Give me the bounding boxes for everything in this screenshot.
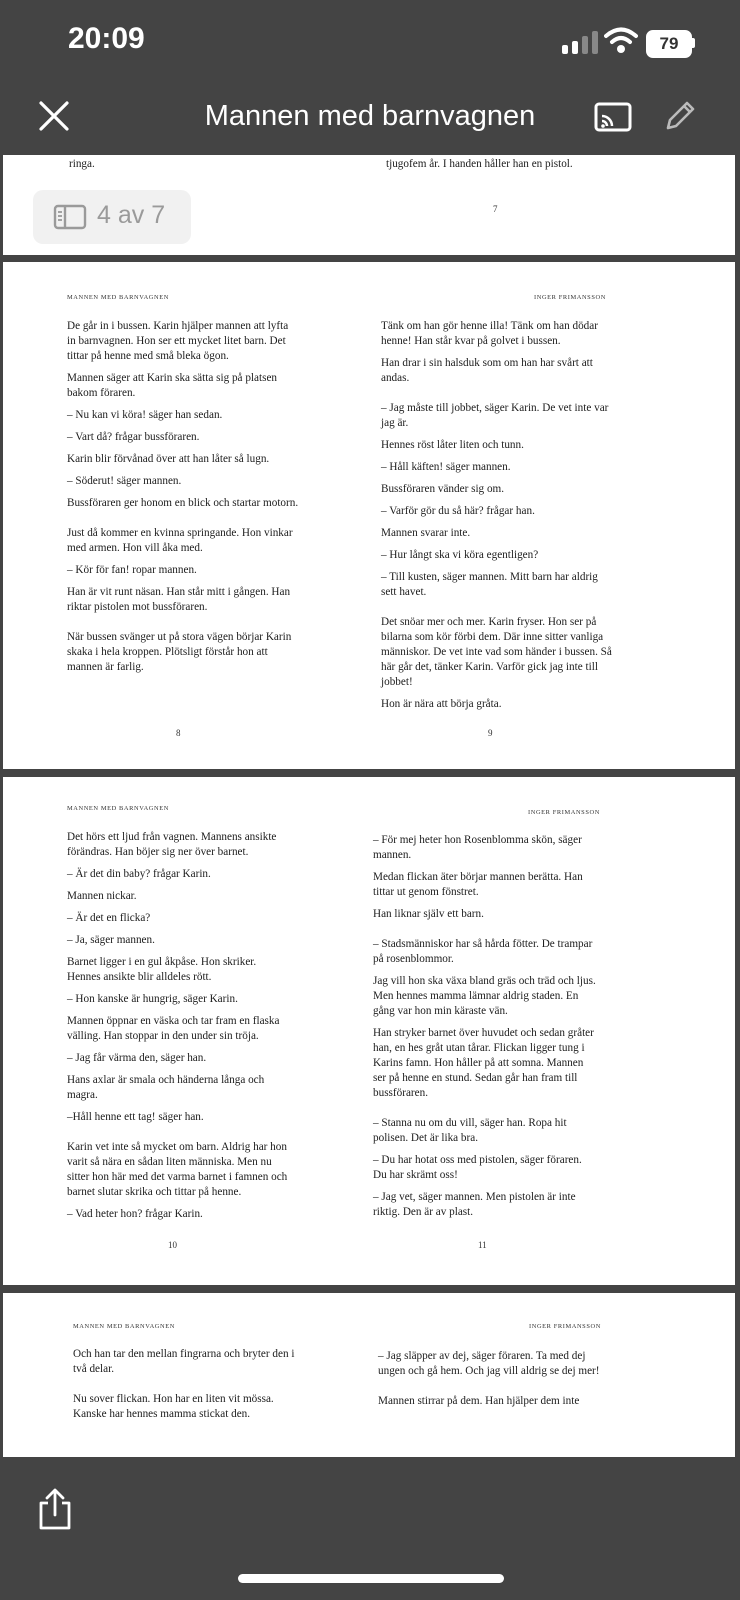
paragraph: Mannen nickar. (67, 890, 137, 902)
paragraph: Jag vill hon ska växa bland gräs och träd och ljus. Men hennes mamma lämnar aldrig staden. En gång var hon min käraste vän. (373, 975, 596, 1017)
page-indicator-label: 4 av 7 (97, 201, 166, 229)
paragraph: – Håll käften! säger mannen. (381, 461, 511, 473)
paragraph: – Nu kan vi köra! säger han sedan. (67, 409, 223, 421)
left-column (67, 830, 289, 1229)
paragraph: Bussföraren vänder sig om. (381, 483, 505, 495)
paragraph: – Till kusten, säger mannen. Mitt barn har aldrig sett havet. (381, 571, 598, 598)
running-header-title: MANNEN MED BARNVAGNEN (73, 1323, 175, 1330)
running-header-author: INGER FRIMANSSON (529, 1323, 601, 1330)
paragraph: – Jag släpper av dej, säger föraren. Ta med dej ungen och gå hem. Och jag vill aldrig se dej mer! (378, 1350, 600, 1377)
paragraph: Han drar i sin halsduk som om han har svårt att andas. (381, 357, 593, 384)
page-number: 9 (488, 728, 493, 738)
paragraph: – Stanna nu om du vill, säger han. Ropa hit polisen. Det är lika bra. (373, 1117, 567, 1144)
paragraph: Han stryker barnet över huvudet och sedan gråter han, en hes gråt utan tårar. Flickan ligger tung i Karins famn. Hon håller på att somna. Mannen ser på henne en stund. Sedan går han fram till bussföraren. (373, 1027, 594, 1099)
wifi-icon (604, 26, 638, 54)
paragraph: – Hur långt ska vi köra egentligen? (381, 549, 539, 561)
paragraph: – Är det din baby? frågar Karin. (67, 868, 211, 880)
running-header-author: INGER FRIMANSSON (528, 809, 600, 816)
sidebar-thumbnails-icon (53, 204, 87, 230)
paragraph: – Hon kanske är hungrig, säger Karin. (67, 993, 238, 1005)
paragraph: Han är vit runt näsan. Han står mitt i gången. Han riktar pistolen mot bussföraren. (67, 586, 291, 613)
page-number: 7 (493, 204, 498, 214)
right-column (378, 1349, 600, 1416)
paragraph: Tänk om han gör henne illa! Tänk om han dödar henne! Han står kvar på golvet i bussen. (381, 320, 598, 347)
paragraph: – Söderut! säger mannen. (67, 475, 182, 487)
paragraph: – Kör för fan! ropar mannen. (67, 564, 197, 576)
page-spread-8-9 (3, 262, 735, 769)
paragraph: Karin vet inte så mycket om barn. Aldrig har hon varit så nära en sådan liten människa. Men nu sitter hon här med det varma barnet i famnen och barnet slutar skrika och tittar på henne. (67, 1141, 288, 1198)
paragraph: – Jag måste till jobbet, säger Karin. De vet inte var jag är. (381, 402, 609, 429)
paragraph: Det hörs ett ljud från vagnen. Mannens ansikte förändras. Han böjer sig ner över barnet. (67, 831, 277, 858)
paragraph: – Stadsmänniskor har så hårda fötter. De trampar på rosenblommor. (373, 938, 593, 965)
battery-level: 79 (646, 30, 692, 58)
close-button[interactable] (36, 98, 72, 134)
page-spread-10-11 (3, 777, 735, 1285)
right-column (381, 319, 613, 719)
paragraph: Mannen stirrar på dem. Han hjälper dem inte (378, 1395, 580, 1407)
running-header-title: MANNEN MED BARNVAGNEN (67, 294, 169, 301)
page-number: 10 (168, 1240, 177, 1250)
page-indicator-button[interactable] (33, 190, 191, 244)
document-viewer[interactable] (0, 155, 740, 1457)
paragraph: Karin blir förvånad över att han låter så lugn. (67, 453, 270, 465)
paragraph: – Vad heter hon? frågar Karin. (67, 1208, 203, 1220)
paragraph: Bussföraren ger honom en blick och startar motorn. (67, 497, 299, 509)
paragraph: –Håll henne ett tag! säger han. (67, 1111, 204, 1123)
share-button[interactable] (36, 1487, 74, 1531)
paragraph: – Är det en flicka? (67, 912, 151, 924)
paragraph: – Ja, säger mannen. (67, 934, 155, 946)
document-title: Mannen med barnvagnen (204, 100, 536, 132)
paragraph: – Jag får värma den, säger han. (67, 1052, 207, 1064)
page-number: 8 (176, 728, 181, 738)
paragraph: Medan flickan äter börjar mannen berätta. Han tittar ut genom fönstret. (373, 871, 583, 898)
paragraph: Mannen öppnar en väska och tar fram en flaska välling. Han stoppar in den under sin tröja. (67, 1015, 280, 1042)
paragraph: Hans axlar är smala och händerna långa och magra. (67, 1074, 265, 1101)
right-column (373, 833, 598, 1227)
paragraph: Barnet ligger i en gul åkpåse. Hon skriker. Hennes ansikte blir alldeles rött. (67, 956, 257, 983)
paragraph: Det snöar mer och mer. Karin fryser. Hon ser på bilarna som kör förbi dem. Där inne sitter vanliga människor. De vet inte vad som händer i bussen. Så här går det, tänker Karin. Varför gick jag inte till jobbet! (381, 616, 612, 688)
paragraph: – Jag vet, säger mannen. Men pistolen är inte riktig. Den är av plast. (373, 1191, 576, 1218)
paragraph: Han liknar själv ett barn. (373, 908, 484, 920)
paragraph: Och han tar den mellan fingrarna och bryter den i två delar. (73, 1348, 295, 1375)
paragraph: Nu sover flickan. Hon har en liten vit mössa. Kanske har hennes mamma stickat den. (73, 1393, 274, 1420)
home-indicator[interactable] (238, 1574, 504, 1583)
left-column (73, 1347, 295, 1429)
paragraph: Mannen säger att Karin ska sätta sig på platsen bakom föraren. (67, 372, 278, 399)
paragraph: – Varför gör du så här? frågar han. (381, 505, 535, 517)
paragraph: – Du har hotat oss med pistolen, säger föraren. Du har skrämt oss! (373, 1154, 582, 1181)
edit-pencil-button[interactable] (660, 98, 698, 136)
page-7-left-tail: ringa. (69, 158, 95, 170)
paragraph: Hennes röst låter liten och tunn. (381, 439, 524, 451)
airplay-cast-button[interactable] (594, 102, 632, 134)
left-column (67, 319, 299, 682)
paragraph: Just då kommer en kvinna springande. Hon vinkar med armen. Hon vill åka med. (67, 527, 293, 554)
paragraph: Mannen svarar inte. (381, 527, 471, 539)
running-header-author: INGER FRIMANSSON (534, 294, 606, 301)
paragraph: – Vart då? frågar bussföraren. (67, 431, 200, 443)
page-spread-12-13 (3, 1293, 735, 1457)
page-7-right-tail: tjugofem år. I handen håller han en pistol. (386, 158, 573, 170)
paragraph: – För mej heter hon Rosenblomma skön, säger mannen. (373, 834, 582, 861)
bottom-toolbar (0, 1457, 740, 1600)
running-header-title: MANNEN MED BARNVAGNEN (67, 805, 169, 812)
status-time: 20:09 (68, 22, 145, 55)
page-number: 11 (478, 1240, 487, 1250)
cellular-signal-icon (562, 30, 600, 54)
paragraph: Hon är nära att börja gråta. (381, 698, 502, 710)
paragraph: De går in i bussen. Karin hjälper mannen att lyfta in barnvagnen. Hon ser ett mycket litet barn. Det tittar på henne med små bleka ögon. (67, 320, 289, 362)
top-bar (0, 0, 740, 155)
paragraph: När bussen svänger ut på stora vägen börjar Karin skaka i hela kroppen. Plötsligt förstår hon att mannen är farlig. (67, 631, 292, 673)
battery-icon (692, 38, 695, 48)
